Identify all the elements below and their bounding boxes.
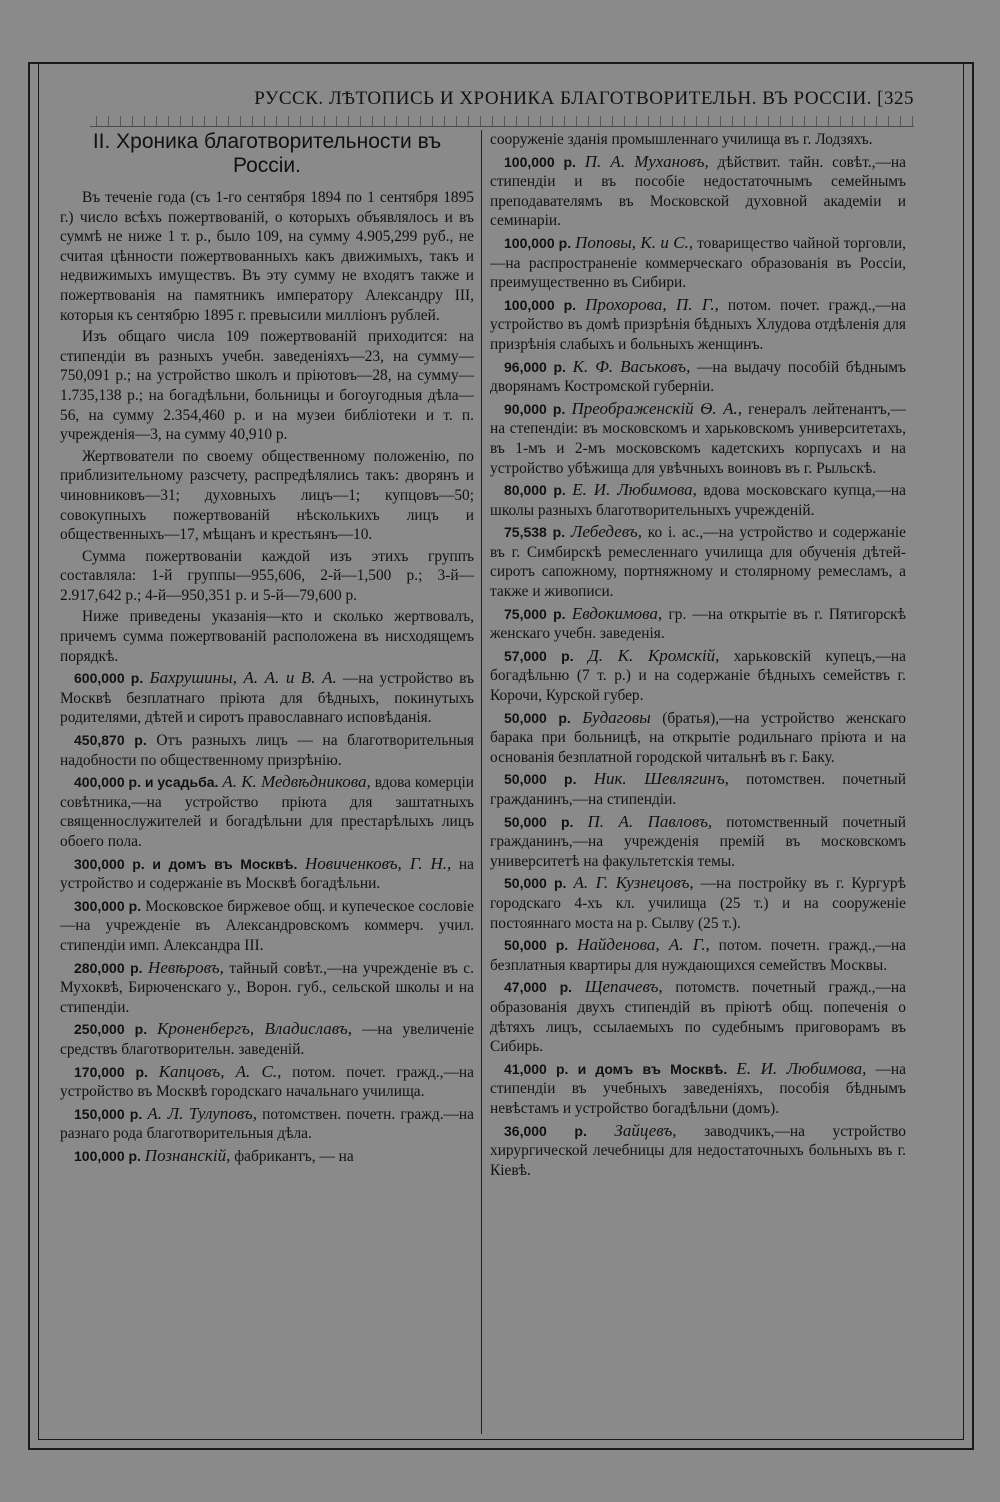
donation-amount: 450,870 р. [74, 732, 147, 749]
donation-entry [490, 873, 906, 933]
donation-amount: 300,000 р. и домъ въ Москвѣ. [74, 855, 298, 872]
donation-purpose: —на выдачу пособій бѣднымъ дворянамъ Костромской губерніи. [490, 358, 906, 396]
donation-amount: 50,000 р. [504, 813, 574, 830]
intro-paragraph: Сумма пожертвованіи каждой изъ этихъ группъ составляла: 1-й группы—955,606, 2-й—1,500 р.; 3-й—2.917,642 р.; 4-й—950,351 р. и 5-й—79,600 р. [60, 547, 474, 604]
donation-purpose: тайный совѣт.,—на учрежденіе въ с. Мухоквѣ, Бирюченскаго у., Ворон. губ., сельской школы и на стипендіи. [60, 959, 474, 1016]
donor-name: Ник. Шевлягинъ, [593, 769, 729, 789]
donation-amount: 50,000 р. [504, 771, 577, 788]
donation-entry [60, 772, 474, 851]
donation-purpose: фабрикантъ, — на [234, 1147, 354, 1165]
donation-amount: 47,000 р. [504, 979, 573, 996]
donation-purpose: гр. —на открытіе въ г. Пятигорскѣ женскаго учебн. заведенія. [490, 605, 906, 643]
donor-name: А. Л. Тулуповъ, [147, 1103, 257, 1123]
left-donation-list [60, 668, 474, 1166]
donation-entry [490, 769, 906, 809]
donation-amount: 300,000 р. [74, 897, 142, 914]
donor-name: А. К. Медвѣдникова, [222, 772, 371, 792]
donation-entry [490, 295, 906, 355]
donation-entry [490, 812, 906, 872]
donor-name: Невѣровъ, [148, 957, 224, 977]
donation-entry [490, 708, 906, 768]
left-column [60, 130, 474, 1434]
donation-purpose: потомств. почетный гражд.,—на образованія двухъ стипендій въ пріютѣ общ. попеченія о дѣтяхъ лицъ, ссылаемыхъ по судебнымъ приговорамъ въ Сибирь. [490, 979, 906, 1056]
donor-name: Капцовъ, А. С., [158, 1061, 282, 1081]
donation-amount: 41,000 р. и домъ въ Москвѣ. [504, 1060, 728, 1077]
donor-name: Познанскій, [144, 1145, 231, 1165]
donor-name: Прохорова, П. Г., [585, 294, 719, 314]
donation-purpose: товарищество чайной торговли,—на распространеніе коммерческаго образованія въ Россіи, преимущественно въ Сибири. [490, 234, 906, 292]
donor-name: Евдокимова, [571, 603, 663, 623]
donor-name: Е. И. Любимова, [572, 480, 697, 500]
donor-name: Найденова, А. Г., [577, 935, 710, 955]
page-frame [28, 62, 974, 1450]
header-ornament-rule [90, 116, 914, 127]
donation-purpose: вдова комерціи совѣтника,—на устройство пріюта для заштатныхъ священнослужителей и богадѣльни для престарѣлыхъ лицъ обоего пола. [60, 774, 474, 850]
donor-name: Лебедевъ, [570, 522, 642, 542]
donation-amount: 50,000 р. [504, 937, 569, 954]
donation-purpose: харьковскій купецъ,—на богадѣльню (7 т. р.) и на содержаніе бѣдныхъ семействъ г. Корочи, Курской губер. [490, 647, 906, 705]
right-donation-list [490, 152, 906, 1181]
donation-amount: 75,538 р. [504, 524, 566, 541]
donor-name: Бахрушины, А. А. и В. А. [149, 668, 337, 688]
donation-amount: 400,000 р. и усадьба. [74, 774, 219, 791]
donation-purpose: генералъ лейтенантъ,—на степендіи: въ московскомъ и харьковскомъ университетахъ, въ 1-мъ и 2-мъ московскомъ кадетскихъ корпусахъ и на устройство убѣжища для увѣчныхъ воиновъ въ г. Рыльскѣ. [490, 400, 906, 477]
donation-amount: 100,000 р. [504, 296, 577, 313]
donation-entry [60, 1019, 474, 1059]
donation-amount: 280,000 р. [74, 959, 143, 976]
donation-purpose: вдова московскаго купца,—на школы разныхъ благотворительныхъ учрежденій. [490, 482, 906, 519]
intro-paragraph: Изъ общаго числа 109 пожертвованій приходится: на стипендіи въ разныхъ учебн. заведеніяхъ—23, на сумму—750,091 р.; на устройство школъ и пріютовъ—28, на сумму—1.735,138 р.; на богадѣльни, больницы и богоугодныя дѣла—56, на сумму 2.354,460 р. и на музеи библіотеки и т. п. учрежденія—3, на сумму 40,910 р. [60, 328, 474, 444]
donation-entry [490, 480, 906, 520]
donation-entry [490, 357, 906, 397]
donation-purpose: потомствен. почетный гражданинъ,—на стипендіи. [490, 771, 906, 808]
donation-purpose: потомствен. почетн. гражд.—на разнаго рода благотворительныя дѣла. [60, 1105, 474, 1143]
donation-amount: 150,000 р. [74, 1105, 143, 1122]
column-divider [481, 130, 482, 1434]
donation-entry [60, 854, 474, 894]
donation-entry [60, 1062, 474, 1102]
donor-name: К. Ф. Васьковъ, [572, 356, 691, 376]
donation-entry [490, 1121, 906, 1181]
donation-purpose: на устройство и содержаніе въ Москвѣ богадѣльни. [60, 855, 474, 893]
donation-amount: 50,000 р. [504, 875, 567, 892]
intro-paragraph: Жертвователи по своему общественному положенію, по приблизительному разсчету, распредѣлялись такъ: дворянъ и чиновниковъ—31; духовныхъ лицъ—1; купцовъ—50; совокупныхъ пожертвованій нѣсколькихъ лицъ и общественныхъ—17, мѣщанъ и крестьянъ—10. [60, 447, 474, 544]
donation-entry [490, 522, 906, 601]
donation-purpose: потом. почет. гражд.,—на устройство въ домѣ призрѣнія бѣдныхъ Хлудова отдѣленія для призрѣнія слабыхъ и больныхъ женщинъ. [490, 296, 906, 353]
donation-amount: 36,000 р. [504, 1122, 587, 1139]
intro-paragraph: Ниже приведены указанія—кто и сколько жертвовалъ, причемъ сумма пожертвованій расположена въ нисходящемъ порядкѣ. [60, 608, 474, 665]
donation-amount: 50,000 р. [504, 709, 571, 726]
running-head [30, 88, 972, 116]
donation-entry [490, 233, 906, 293]
donation-entry [60, 1146, 474, 1167]
donor-name: Зайцевъ, [614, 1120, 677, 1140]
donation-entry [490, 1059, 906, 1119]
donation-entry [490, 604, 906, 644]
donation-purpose: заводчикъ,—на устройство хирургической лечебницы для недостаточныхъ больныхъ въ г. Кіевѣ. [490, 1122, 906, 1179]
donation-amount: 100,000 р. [504, 153, 576, 170]
donation-entry [60, 896, 474, 956]
donor-name: Преображенскій Ѳ. А., [571, 398, 743, 418]
donation-purpose: —на увеличеніе средствъ благотворительн. заведеній. [60, 1021, 474, 1058]
donor-name: П. А. Мухановъ, [584, 151, 709, 171]
donation-amount: 170,000 р. [74, 1063, 148, 1080]
donation-amount: 90,000 р. [504, 400, 566, 417]
donor-name: Будаговы [582, 707, 651, 727]
donor-name: А. Г. Кузнецовъ, [573, 873, 694, 893]
donation-purpose: Московское биржевое общ. и купеческое сословіе—на учрежденіе въ Александровскомъ коммерч. учил. стипендіи имп. Александра III. [60, 897, 474, 954]
continued-text: сооруженіе зданія промышленнаго училища въ г. Лодзяхъ. [490, 131, 873, 148]
donation-entry [60, 730, 474, 770]
running-title: РУССК. ЛѢТОПИСЬ И ХРОНИКА БЛАГОТВОРИТЕЛЬН. ВЪ РОССІИ. [254, 88, 872, 109]
donation-purpose: потомственный почетный гражданинъ,—на учрежденія премій въ московскомъ университетѣ на факультетскія темы. [490, 813, 906, 870]
right-column [490, 130, 906, 1434]
donation-purpose: (братья),—на устройство женскаго барака при больницѣ, на открытіе родильнаго пріюта и на основанія безплатной городской читальнѣ въ г. Баку. [490, 709, 906, 766]
donation-purpose: —на стипендіи въ учебныхъ заведеніяхъ, пособія бѣднымъ невѣстамъ и устройство богадѣльни (домъ). [490, 1060, 906, 1117]
donation-purpose: потом. почетн. гражд.,—на безплатныя квартиры для нуждающихся семействъ Москвы. [490, 937, 906, 974]
donation-purpose: Отъ разныхъ лицъ — на благотворительныя надобности по общественному призрѣнію. [60, 732, 474, 769]
donation-amount: 600,000 р. [74, 670, 144, 687]
donation-entry [490, 646, 906, 706]
donor-name: Поповы, К. и С., [575, 232, 694, 252]
donation-purpose: дѣйствит. тайн. совѣт.,—на стипендіи и въ пособіе недостаточнымъ семейнымъ преподавателямъ въ Московской духовной академіи и семинаріи. [490, 153, 906, 230]
page-number: [325 [877, 88, 914, 109]
intro-paragraph: Въ теченіе года (съ 1-го сентября 1894 по 1 сентября 1895 г.) число всѣхъ пожертвованій, о которыхъ объявлялось и въ суммѣ не ниже 1 т. р., было 109, на сумму 4.905,299 руб., не считая цѣнности пожертвованныхъ какъ движимыхъ, такъ и недвижимыхъ имуществъ. Въ эту сумму не входятъ также и пожертвованія на памятникъ императору Александру III, которыя къ сентябрю 1895 г. превысили милліонъ рублей. [60, 189, 474, 324]
donation-purpose: —на постройку въ г. Кургурѣ городскаго 4-хъ кл. училища (25 т.) и на сооруженіе постояннаго моста на р. Сылву (25 т.). [490, 875, 906, 932]
donation-entry [490, 399, 906, 478]
donor-name: Щепачевъ, [584, 977, 663, 997]
donation-amount: 96,000 р. [504, 358, 566, 375]
donation-entry [490, 977, 906, 1056]
section-title: II. Хроника благотворительности въ Россіи. [92, 130, 442, 177]
donation-entry [60, 1104, 474, 1144]
donation-amount: 75,000 р. [504, 605, 566, 622]
donor-name: П. А. Павловъ, [587, 811, 713, 831]
donation-purpose: ко і. ас.,—на устройство и содержаніе въ г. Симбирскѣ ремесленнаго училища для обученія дѣтей-сиротъ сапожному, портняжному и столярному ремесламъ, а также и живописи. [490, 524, 906, 601]
donation-amount: 57,000 р. [504, 647, 574, 664]
donor-name: Новиченковъ, Г. Н., [305, 853, 452, 873]
donation-amount: 250,000 р. [74, 1021, 148, 1038]
donation-entry [490, 935, 906, 975]
donation-amount: 100,000 р. [504, 234, 572, 251]
donation-purpose: —на устройство въ Москвѣ безплатнаго пріюта для бѣдныхъ, покинутыхъ родителями, дѣтей и сиротъ православнаго исповѣданія. [60, 670, 474, 727]
donor-name: Д. К. Кромскій, [587, 645, 720, 665]
donor-name: Е. И. Любимова, [736, 1058, 867, 1078]
donation-amount: 80,000 р. [504, 482, 566, 499]
donation-purpose: потом. почет. гражд.,—на устройство въ Москвѣ городскаго начальнаго училища. [60, 1063, 474, 1101]
donation-amount: 100,000 р. [74, 1147, 141, 1164]
donation-entry [60, 958, 474, 1018]
donor-name: Кроненбергъ, Владиславъ, [157, 1019, 352, 1039]
donation-entry [60, 668, 474, 728]
donation-entry [490, 152, 906, 231]
